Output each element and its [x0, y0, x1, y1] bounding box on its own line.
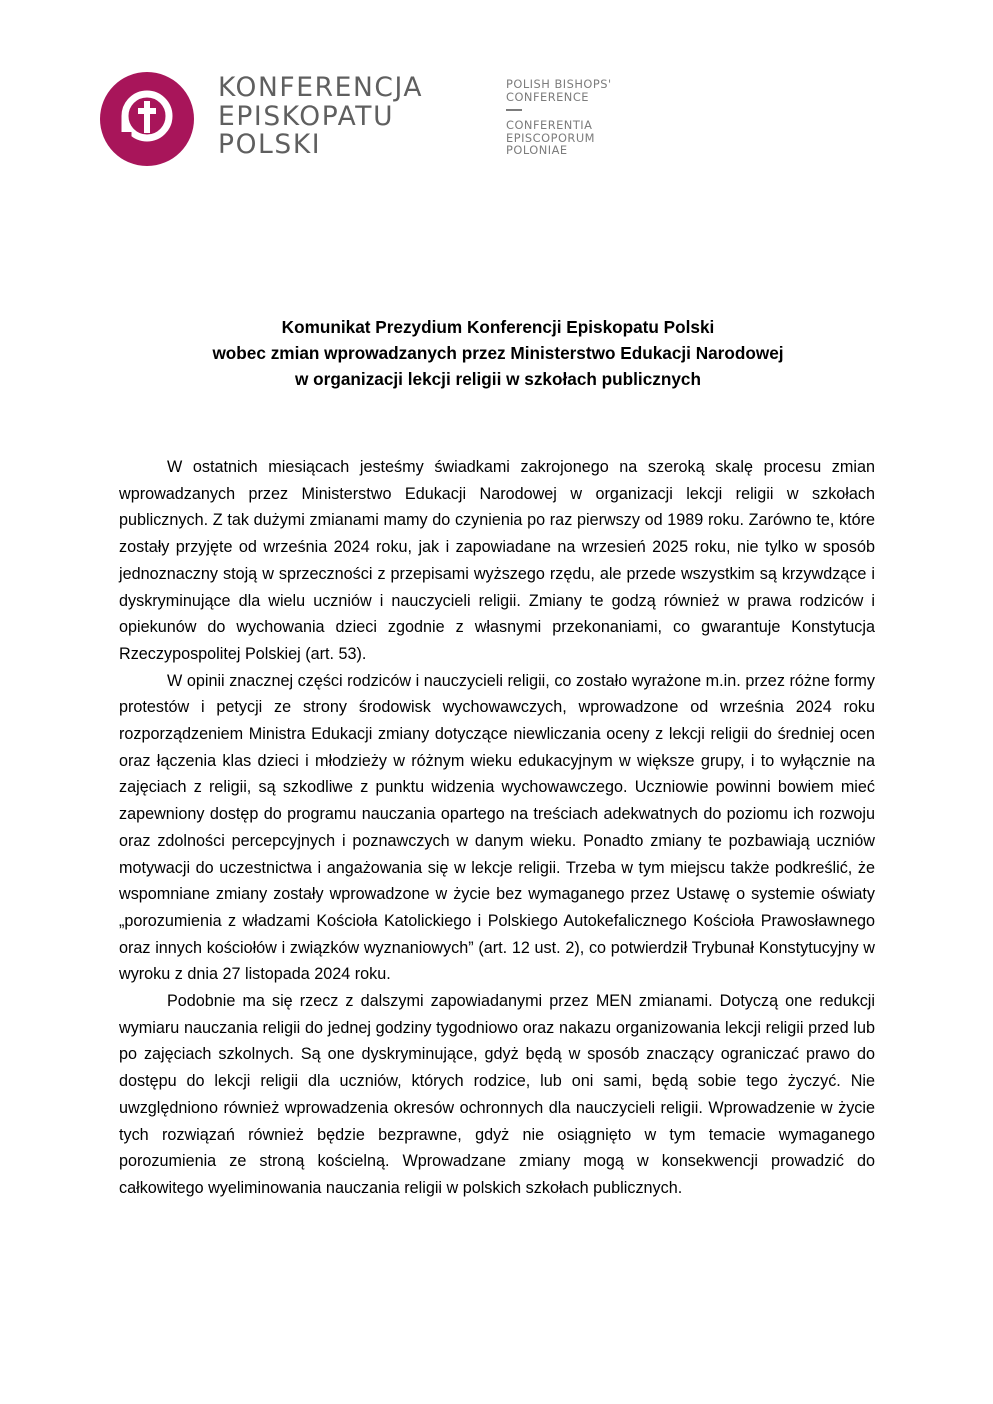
logo-latin-line: EPISCOPORUM	[506, 130, 595, 145]
document-title	[100, 314, 896, 392]
logo-translations	[506, 78, 612, 157]
logo-latin-line: POLONIAE	[506, 143, 568, 158]
logo-english-line: CONFERENCE	[506, 89, 589, 104]
title-line: Komunikat Prezydium Konferencji Episkopatu Polski	[281, 317, 715, 337]
logo-english-line: POLISH BISHOPS'	[506, 77, 612, 91]
paragraph: Podobnie ma się rzecz z dalszymi zapowiadanymi przez MEN zmianami. Dotyczą one redukcji wymiaru nauczania religii do jednej godziny tygodniowo oraz nakazu organizowania lekcji religii przed lub po zajęciach szkolnych. Są one dyskryminujące, gdyż będą w sposób znaczący ograniczać prawo do dostępu do lekcji religii dla uczniów, których rodzice, lub oni sami, będą sobie tego życzyć. Nie uwzględniono również wprowadzenia okresów ochronnych dla nauczycieli religii. Wprowadzenie w życie tych rozwiązań również będzie bezprawne, gdyż nie osiągnięto w tym temacie wymaganego porozumienia ze stroną kościelną. Wprowadzane zmiany mogą w konsekwencji prowadzić do całkowitego wyeliminowania nauczania religii w polskich szkołach publicznych.	[119, 992, 875, 1197]
logo-divider	[506, 109, 522, 111]
title-line: w organizacji lekcji religii w szkołach publicznych	[295, 369, 701, 389]
document-body	[119, 454, 875, 1202]
logo-name-line: EPISKOPATU	[218, 100, 395, 132]
title-line: wobec zmian wprowadzanych przez Ministerstwo Edukacji Narodowej	[212, 343, 784, 363]
logo-name-line: KONFERENCJA	[218, 72, 424, 103]
logo-name	[218, 74, 423, 160]
letterhead	[100, 72, 800, 172]
logo-name-line: POLSKI	[218, 129, 322, 160]
logo-latin-line: CONFERENTIA	[506, 118, 593, 133]
cross-in-circle-icon	[100, 72, 194, 166]
paragraph: W ostatnich miesiącach jesteśmy świadkami zakrojonego na szeroką skalę procesu zmian wprowadzanych przez Ministerstwo Edukacji Narodowej w organizacji lekcji religii w szkołach publicznych. Z tak dużymi zmianami mamy do czynienia po raz pierwszy od 1989 roku. Zarówno te, które zostały przyjęte od września 2024 roku, jak i zapowiadane na wrzesień 2025 roku, nie tylko w sposób jednoznaczny stoją w sprzeczności z przepisami wyższego rzędu, ale przede wszystkim są krzywdzące i dyskryminujące dla wielu uczniów i nauczycieli religii. Zmiany te godzą również w prawa rodziców i opiekunów do wychowania dzieci zgodnie z własnymi przekonaniami, co gwarantuje Konstytucja Rzeczypospolitej Polskiej (art. 53).	[119, 458, 875, 663]
paragraph: W opinii znacznej części rodziców i nauczycieli religii, co zostało wyrażone m.in. przez różne formy protestów i petycji ze strony środowisk wychowawczych, wprowadzone od września 2024 roku rozporządzeniem Ministra Edukacji zmiany dotyczące niewliczania oceny z lekcji religii do średniej ocen oraz łączenia klas dzieci i młodzieży w różnym wieku edukacyjnym w większe grupy, i to wyłącznie na zajęciach z religii, są szkodliwe z punktu widzenia wychowawczego. Uczniowie powinni bowiem mieć zapewniony dostęp do programu nauczania opartego na treściach adekwatnych do poziomu ich rozwoju oraz zdolności percepcyjnych i poznawczych w danym wieku. Ponadto zmiany te pozbawiają uczniów motywacji do uczestnictwa i angażowania się w lekcje religii. Trzeba w tym miejscu także podkreślić, że wspomniane zmiany zostały wprowadzone w życie bez wymaganego przez Ustawę o systemie oświaty „porozumienia z władzami Kościoła Katolickiego i Polskiego Autokefalicznego Kościoła Prawosławnego oraz innych kościołów i związków wyznaniowych” (art. 12 ust. 2), co potwierdził Trybunał Konstytucyjny w wyroku z dnia 27 listopada 2024 roku.	[119, 671, 875, 984]
